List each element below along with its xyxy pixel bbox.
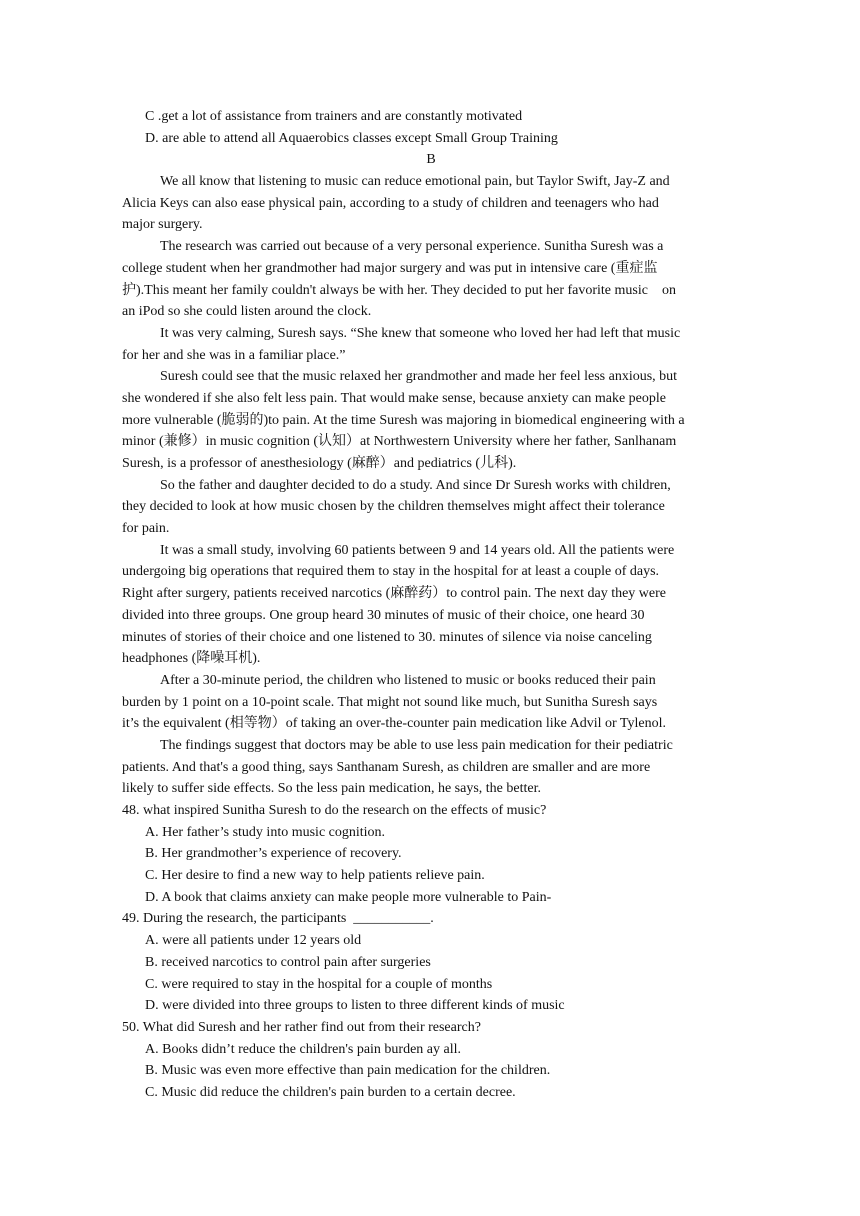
paragraph-line: The research was carried out because of a very personal experience. Sunitha Suresh was a <box>160 239 664 255</box>
paragraph-line: major surgery. <box>122 217 203 233</box>
paragraph-line: Suresh, is a professor of anesthesiology (麻醉）and pediatrics (儿科). <box>122 456 517 471</box>
paragraph-line: minutes of stories of their choice and one listened to 30. minutes of silence via noise canceling <box>122 629 652 645</box>
paragraph-line: We all know that listening to music can reduce emotional pain, but Taylor Swift, Jay-Z and <box>160 174 670 190</box>
answer-option: B. received narcotics to control pain after surgeries <box>145 954 431 970</box>
answer-option: B. Her grandmother’s experience of recovery. <box>145 846 402 862</box>
paragraph-line: likely to suffer side effects. So the less pain medication, he says, the better. <box>122 781 541 797</box>
passage-paragraph-3 <box>122 323 740 366</box>
passage-paragraph-8 <box>122 735 740 800</box>
prev-option-c: C .get a lot of assistance from trainers and are constantly motivated <box>145 109 523 124</box>
paragraph-line: headphones (降噪耳机). <box>122 651 261 667</box>
answer-option: C. Music did reduce the children's pain burden to a certain decree. <box>145 1084 516 1100</box>
question-50 <box>122 1017 740 1104</box>
paragraph-line: patients. And that's a good thing, says Santhanam Suresh, as children are smaller and are more <box>122 759 651 775</box>
paragraph-line: more vulnerable (脆弱的)to pain. At the time Suresh was majoring in biomedical engineering with a <box>122 412 685 428</box>
paragraph-line: college student when her grandmother had major surgery and was put in intensive care (重症监 <box>122 260 658 276</box>
paragraph-line: The findings suggest that doctors may be able to use less pain medication for their pediatric <box>160 737 673 753</box>
paragraph-line: So the father and daughter decided to do a study. And since Dr Suresh works with children, <box>160 477 671 493</box>
paragraph-line: for pain. <box>122 521 170 537</box>
paragraph-line: minor (兼修）in music cognition (认知）at Northwestern University where her father, Sanlhanam <box>122 434 677 450</box>
paragraph-line: Right after surgery, patients received narcotics (麻醉药）to control pain. The next day they were <box>122 586 667 602</box>
paragraph-line: burden by 1 point on a 10-point scale. That might not sound like much, but Sunitha Suresh says <box>122 694 658 710</box>
question-stem: 49. During the research, the participants ___________. <box>122 911 434 927</box>
paragraph-line: Alicia Keys can also ease physical pain, according to a study of children and teenagers who had <box>122 195 659 211</box>
answer-option: B. Music was even more effective than pain medication for the children. <box>145 1063 551 1079</box>
passage-paragraph-5 <box>122 475 740 540</box>
section-label: B <box>426 152 436 168</box>
paragraph-line: divided into three groups. One group heard 30 minutes of music of their choice, one heard 30 <box>122 607 645 623</box>
paragraph-line: they decided to look at how music chosen by the children themselves might affect their tolerance <box>122 499 665 515</box>
paragraph-line: Suresh could see that the music relaxed her grandmother and made her feel less anxious, but <box>160 369 678 385</box>
paragraph-line: After a 30-minute period, the children who listened to music or books reduced their pain <box>160 672 656 688</box>
paragraph-line: 护).This meant her family couldn't always be with her. They decided to put her favorite music on <box>122 282 676 298</box>
answer-option: D. were divided into three groups to listen to three different kinds of music <box>145 998 565 1014</box>
paragraph-line: an iPod so she could listen around the clock. <box>122 304 372 320</box>
passage-paragraph-6 <box>122 540 740 670</box>
paragraph-line: it’s the equivalent (相等物）of taking an over-the-counter pain medication like Advil or Tylenol. <box>122 716 666 732</box>
passage-paragraph-7 <box>122 670 740 735</box>
prev-option-d: D. are able to attend all Aquaerobics classes except Small Group Training <box>145 130 558 146</box>
paragraph-line: she wondered if she also felt less pain. That would make sense, because anxiety can make people <box>122 390 667 406</box>
paragraph-line: for her and she was in a familiar place.” <box>122 347 346 363</box>
answer-option: C. Her desire to find a new way to help patients relieve pain. <box>145 868 485 884</box>
answer-option: A. were all patients under 12 years old <box>145 933 362 949</box>
question-stem: 50. What did Suresh and her rather find out from their research? <box>122 1019 481 1035</box>
answer-option: A. Books didn’t reduce the children's pain burden ay all. <box>145 1041 462 1057</box>
question-49 <box>122 908 740 1016</box>
paragraph-line: It was a small study, involving 60 patients between 9 and 14 years old. All the patients were <box>160 542 675 558</box>
document-body <box>122 106 740 1104</box>
answer-option: A. Her father’s study into music cognition. <box>145 824 386 840</box>
question-48 <box>122 800 740 908</box>
answer-option: C. were required to stay in the hospital for a couple of months <box>145 976 493 992</box>
passage-paragraph-2 <box>122 236 740 323</box>
paragraph-line: It was very calming, Suresh says. “She knew that someone who loved her had left that music <box>160 325 681 341</box>
answer-option: D. A book that claims anxiety can make people more vulnerable to Pain- <box>145 889 552 905</box>
paragraph-line: undergoing big operations that required them to stay in the hospital for at least a couple of days. <box>122 564 660 580</box>
question-stem: 48. what inspired Sunitha Suresh to do the research on the effects of music? <box>122 803 547 818</box>
passage-paragraph-1 <box>122 171 740 236</box>
passage-paragraph-4 <box>122 366 740 474</box>
